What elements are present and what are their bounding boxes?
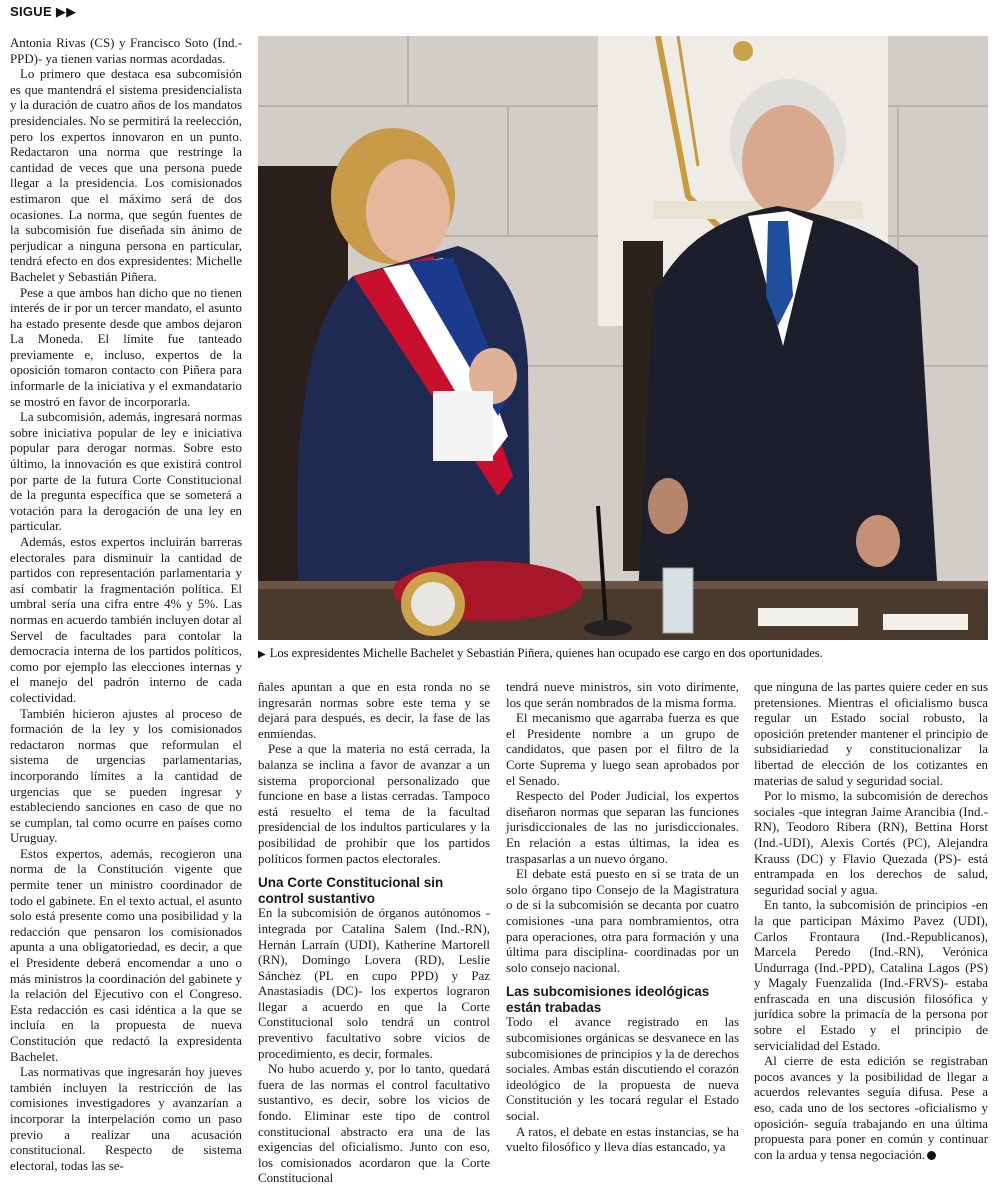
article-column-1 [10, 36, 242, 1174]
article-column-3 [506, 680, 739, 1156]
paragraph: Pese a que ambos han dicho que no tienen interés de ir por un tercer mandato, el asunto ha estado presente desde que ambos dejaron La Moneda. El límite fue tanteado previamente e, incluso, expertos de la oposición tomaron contacto con Piñera para informarle de la iniciativa y el exmandatario se mostró en favor de incorporarla. [10, 285, 242, 409]
section-heading: Una Corte Constitucional sin control sustantivo [258, 875, 444, 906]
paragraph: Estos expertos, además, recogieron una norma de la Constitución vigente que permite tener un ministro coordinador de todo el gabinete. En el texto actual, el asunto solo está presente como una posibilidad y la redacción que pensaron los comisionados apunta a una obligatoriedad, es decir, a que el Presidente deberá encomendar a uno o más ministros la coordinación del gabinete y la relación del Ejecutivo con el Congreso. Esta redacción es casi idéntica a la que se incluía en la propuesta de nueva Constitución que redactó la expresidenta Bachelet. [10, 846, 242, 1064]
paragraph: A ratos, el debate en estas instancias, se ha vuelto filosófico y lleva días estancado, ya [506, 1124, 739, 1155]
news-photo [258, 36, 988, 640]
closing-text: Al cierre de esta edición se registraban pocos avances y la posibilidad de llegar a acuerdos relevantes seguía difusa. Pese a eso, cada uno de los sectores -oficialismo y oposición- seguía trabajando en una última propuesta para poner en común y continuar con la ardua y tensa negociación. [754, 1054, 988, 1162]
paragraph: La subcomisión, además, ingresará normas sobre iniciativa popular de ley e iniciativa popular para derogar normas. Sobre esto último, la innovación es que existirá control por parte de la futura Corte Constitucional de la pregunta específica que se someterá a votación para la derogación de una ley en particular. [10, 410, 242, 534]
paragraph: Pese a que la materia no está cerrada, la balanza se inclina a favor de avanzar a un sistema proporcional personalizado que funcione en base a listas cerradas. Tampoco está resuelto el tema de la facultad presidencial de los indultos particulares y la posibilidad de prohibir que los partidos políticos formen pactos electorales. [258, 742, 490, 866]
paragraph: tendrá nueve ministros, sin voto dirimente, los que serán nombrados de la misma forma. [506, 680, 739, 710]
paragraph: Las normativas que ingresarán hoy jueves también incluyen la restricción de las comisiones investigadores y avanzarían a incorporar la interpelación como un paso previo a realizar una acusación constitucional. Respecto de sistema electoral, todas las se- [10, 1065, 242, 1173]
paragraph: En la subcomisión de órganos autónomos -integrada por Catalina Salem (Ind.-RN), Hernán Larraín (UDI), Katherine Martorell (RN), Domingo Lovera (RD), Leslie Sánchez (PL en cupo PPD) y Paz Anastasiadis (DC)- los expertos lograron llegar a acuerdo en que la Corte Constitucional solo tendrá un control preventivo facultativo sobre vicios de procedimiento, es decir, formales. [258, 906, 490, 1061]
end-of-article-icon [927, 1151, 936, 1160]
bachelet-pinera-photo [258, 36, 988, 640]
paragraph: No hubo acuerdo y, por lo tanto, quedará fuera de las normas el control facultativo sustantivo, es decir, sobre los vicios de fondo. Eliminar este tipo de control constitucional abstracto era una de las exigencias del oficialismo. Junto con eso, los comisionados acordaron que la Corte Constitucional [258, 1062, 490, 1186]
paragraph: También hicieron ajustes al proceso de formación de la ley y los comisionados redactaron normas que reformulan el sistema de urgencias parlamentarias, incorporando límites a la cantidad de urgencias que se pueden ingresar y estableciendo sanciones en caso de que no se cumplan, tal como ocurre en países como Uruguay. [10, 706, 242, 846]
paragraph: Respecto del Poder Judicial, los expertos diseñaron normas que separan las funciones jurisdiccionales de las no jurisdiccionales. En relación a estas últimas, la idea es traspasarlas a un nuevo órgano. [506, 789, 739, 866]
paragraph: Por lo mismo, la subcomisión de derechos sociales -que integran Jaime Arancibia (Ind.-RN), Teodoro Ribera (RN), Bettina Horst (Ind.-UDI), Alexis Cortés (PC), Alejandra Krauss (DC) y Flavio Quezada (PS)- está entrampada en los derechos de salud, seguridad social y agua. [754, 789, 988, 897]
article-column-4 [754, 680, 988, 1163]
caption-arrow-icon: ▶ [258, 649, 266, 660]
paragraph: Además, estos expertos incluirán barreras electorales para disminuir la cantidad de partidos con representación parlamentaria y así combatir la fragmentación política. El umbral sería una cifra entre 4% y 5%. Las normas en acuerdo también incluyen dotar al Servel de facultades para contolar la democracia interna de los partidos políticos, como por ejemplo las elecciones internas y el manejo del padrón interno de cada colectividad. [10, 535, 242, 705]
continued-marker: SIGUE ▶▶ [10, 4, 77, 19]
paragraph: El mecanismo que agarraba fuerza es que el Presidente nombre a un grupo de candidatos, que pasen por el filtro de la Corte Suprema y luego sean aprobados por el Senado. [506, 711, 739, 788]
caption-text: Los expresidentes Michelle Bachelet y Sebastián Piñera, quienes han ocupado ese cargo en dos oportunidades. [269, 646, 823, 660]
paragraph: ñales apuntan a que en esta ronda no se ingresarán normas sobre este tema y se dejará para después, es decir, la fase de las enmiendas. [258, 680, 490, 741]
paragraph [754, 1054, 988, 1163]
section-heading: Las subcomisiones ideológicas están trabadas [506, 984, 710, 1015]
paragraph: Todo el avance registrado en las subcomisiones orgánicas se desvanece en las subcomisiones de principios y la de derechos sociales. Ambas están discutiendo el corazón ideológico de la propuesta de nueva Constitución y les tocará regular el Estado social. [506, 1015, 739, 1124]
article-column-2 [258, 680, 490, 1187]
paragraph: Antonia Rivas (CS) y Francisco Soto (Ind.-PPD)- ya tienen varias normas acordadas. [10, 36, 242, 66]
photo-caption [258, 646, 988, 662]
paragraph: Lo primero que destaca esa subcomisión es que mantendrá el sistema presidencialista y la duración de cuatro años de los mandatos presidenciales. No se permitirá la reelección, pero los expertos innovaron en un punto. Redactaron una norma que restringe la cantidad de veces que una persona puede llegar a la presidencia. Los comisionados estimaron que el máximo será de dos ocasiones. La norma, que según fuentes de la subcomisión fue diseñada sin ánimo de perjudicar a ninguna persona en particular, tendrá efecto en dos expresidentes: Michelle Bachelet y Sebastián Piñera. [10, 67, 242, 284]
paragraph: El debate está puesto en si se trata de un solo órgano tipo Consejo de la Magistratura o de si la subcomisión se decanta por cuatro comisiones -una para nombramientos, otra para operaciones, otra para formación y una última para disciplina- coordinadas por un solo consejo nacional. [506, 867, 739, 975]
paragraph: En tanto, la subcomisión de principios -en la que participan Máximo Pavez (UDI), Carlos Frontaura (Ind.-Republicanos), Marcela Peredo (Ind.-RN), Verónica Undurraga (Ind.-PPD), Catalina Lagos (PS) y Magaly Fuenzalida (Ind.-FRVS)- estaba enfrascada en una discusión filosófica y jurídica sobre la primacía de la persona por sobre el Estado y el principio de servicialidad del Estado. [754, 898, 988, 1053]
paragraph: que ninguna de las partes quiere ceder en sus pretensiones. Mientras el oficialismo busca regular un Estado social robusto, la oposición pretender mantener el principio de subsidiariedad y constitucionalizar la libertad de elección de los cotizantes en materias de salud y seguridad social. [754, 680, 988, 788]
